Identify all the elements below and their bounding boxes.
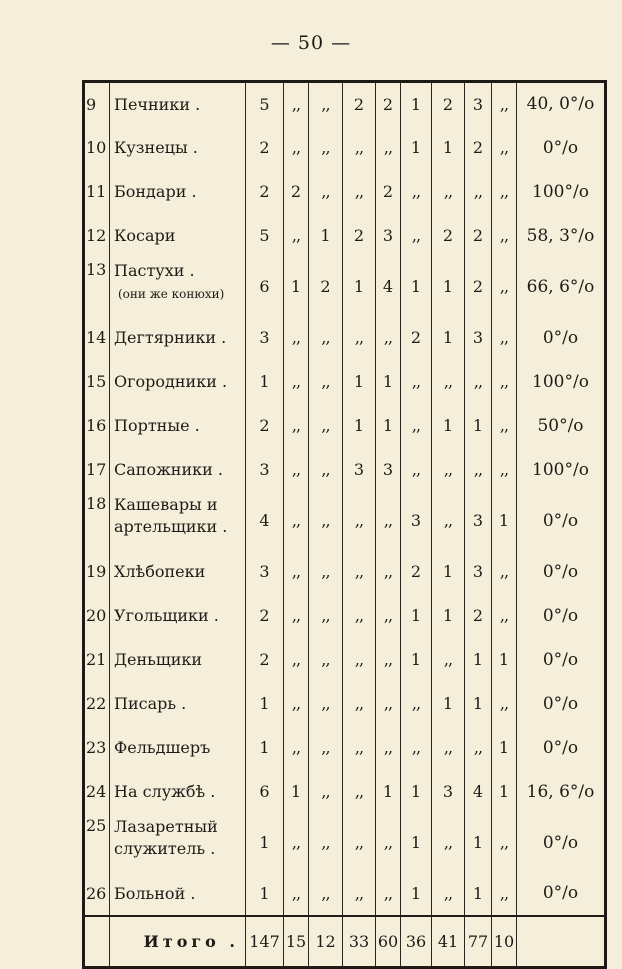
value-cell: ,, bbox=[492, 448, 517, 492]
value-cell: 1 bbox=[465, 682, 492, 726]
percent-cell: 0°/o bbox=[517, 872, 606, 916]
value-cell: 2 bbox=[432, 214, 465, 258]
value-cell: ,, bbox=[432, 170, 465, 214]
occupation-name-cell bbox=[110, 170, 246, 214]
value-cell: 1 bbox=[401, 814, 432, 872]
value-cell: ,, bbox=[284, 404, 309, 448]
total-value-cell: 15 bbox=[284, 916, 309, 968]
value-cell: ,, bbox=[492, 82, 517, 126]
value-cell: 3 bbox=[246, 448, 284, 492]
value-cell: 1 bbox=[465, 814, 492, 872]
value-cell: ,, bbox=[376, 814, 401, 872]
total-value-cell: 41 bbox=[432, 916, 465, 968]
value-cell: ,, bbox=[284, 872, 309, 916]
value-cell: ,, bbox=[284, 594, 309, 638]
occupation-name: Хлѣбопеки bbox=[114, 561, 206, 581]
value-cell: 3 bbox=[465, 492, 492, 550]
value-cell: 1 bbox=[343, 360, 376, 404]
value-cell: 1 bbox=[376, 770, 401, 814]
occupation-name: Портные . bbox=[114, 415, 200, 435]
table-body bbox=[84, 82, 606, 968]
value-cell: 1 bbox=[492, 492, 517, 550]
value-cell: ,, bbox=[465, 726, 492, 770]
value-cell: ,, bbox=[376, 682, 401, 726]
value-cell: ,, bbox=[432, 360, 465, 404]
occupation-name: Фельдшеръ bbox=[114, 737, 211, 757]
value-cell: 2 bbox=[246, 126, 284, 170]
row-number: 18 bbox=[84, 492, 110, 550]
value-cell: ,, bbox=[343, 872, 376, 916]
value-cell: 2 bbox=[376, 82, 401, 126]
value-cell: ,, bbox=[284, 316, 309, 360]
table-row bbox=[84, 126, 606, 170]
row-number: 21 bbox=[84, 638, 110, 682]
value-cell: 2 bbox=[465, 214, 492, 258]
value-cell: 2 bbox=[284, 170, 309, 214]
value-cell: ,, bbox=[376, 726, 401, 770]
value-cell: 1 bbox=[343, 258, 376, 316]
percent-cell: 66, 6°/o bbox=[517, 258, 606, 316]
value-cell: 3 bbox=[343, 448, 376, 492]
value-cell: ,, bbox=[343, 638, 376, 682]
value-cell: ,, bbox=[284, 82, 309, 126]
value-cell: 2 bbox=[465, 258, 492, 316]
value-cell: ,, bbox=[376, 872, 401, 916]
value-cell: 2 bbox=[376, 170, 401, 214]
row-number: 16 bbox=[84, 404, 110, 448]
table-row bbox=[84, 872, 606, 916]
value-cell: 1 bbox=[401, 258, 432, 316]
occupation-note: (они же конюхи) bbox=[118, 286, 225, 301]
row-number: 9 bbox=[84, 82, 110, 126]
value-cell: ,, bbox=[343, 492, 376, 550]
occupation-name: Сапожники . bbox=[114, 459, 223, 479]
row-number: 24 bbox=[84, 770, 110, 814]
value-cell: ,, bbox=[284, 550, 309, 594]
total-value-cell: 77 bbox=[465, 916, 492, 968]
value-cell: ,, bbox=[343, 550, 376, 594]
value-cell: ,, bbox=[432, 726, 465, 770]
page-number: — 50 — bbox=[270, 32, 352, 54]
percent-cell: 0°/o bbox=[517, 594, 606, 638]
value-cell: ,, bbox=[309, 492, 343, 550]
value-cell: ,, bbox=[376, 492, 401, 550]
value-cell: ,, bbox=[401, 682, 432, 726]
value-cell: 3 bbox=[246, 316, 284, 360]
value-cell: ,, bbox=[401, 404, 432, 448]
value-cell: 2 bbox=[246, 170, 284, 214]
value-cell: ,, bbox=[465, 448, 492, 492]
percent-cell: 58, 3°/o bbox=[517, 214, 606, 258]
row-number: 17 bbox=[84, 448, 110, 492]
value-cell: ,, bbox=[432, 638, 465, 682]
percent-cell: 40, 0°/o bbox=[517, 82, 606, 126]
value-cell: 3 bbox=[246, 550, 284, 594]
value-cell: 1 bbox=[492, 770, 517, 814]
table-row bbox=[84, 594, 606, 638]
value-cell: ,, bbox=[284, 126, 309, 170]
value-cell: 1 bbox=[401, 770, 432, 814]
total-value-cell: 60 bbox=[376, 916, 401, 968]
percent-cell: 100°/o bbox=[517, 170, 606, 214]
table-row bbox=[84, 638, 606, 682]
total-value-cell: 12 bbox=[309, 916, 343, 968]
table-row bbox=[84, 770, 606, 814]
occupation-name: Писарь . bbox=[114, 693, 187, 713]
value-cell: ,, bbox=[432, 872, 465, 916]
value-cell: ,, bbox=[309, 448, 343, 492]
value-cell: ,, bbox=[492, 214, 517, 258]
value-cell: 1 bbox=[432, 258, 465, 316]
value-cell: ,, bbox=[309, 594, 343, 638]
value-cell: 2 bbox=[309, 258, 343, 316]
table-row bbox=[84, 682, 606, 726]
value-cell: 2 bbox=[401, 316, 432, 360]
value-cell: ,, bbox=[343, 170, 376, 214]
value-cell: ,, bbox=[284, 726, 309, 770]
total-value-cell: 33 bbox=[343, 916, 376, 968]
value-cell: ,, bbox=[309, 550, 343, 594]
value-cell: 1 bbox=[401, 638, 432, 682]
total-label: Итого . bbox=[110, 916, 246, 968]
value-cell: 4 bbox=[376, 258, 401, 316]
value-cell: ,, bbox=[284, 638, 309, 682]
value-cell: 1 bbox=[432, 126, 465, 170]
occupation-name-cell bbox=[110, 316, 246, 360]
occupation-name-cell bbox=[110, 872, 246, 916]
occupation-name-cell bbox=[110, 594, 246, 638]
value-cell: 3 bbox=[432, 770, 465, 814]
value-cell: ,, bbox=[343, 126, 376, 170]
percent-cell: 0°/o bbox=[517, 682, 606, 726]
row-number: 23 bbox=[84, 726, 110, 770]
percent-cell: 100°/o bbox=[517, 448, 606, 492]
occupation-name-continued: служитель . bbox=[114, 838, 216, 858]
value-cell: 3 bbox=[376, 448, 401, 492]
row-number: 12 bbox=[84, 214, 110, 258]
value-cell: ,, bbox=[309, 638, 343, 682]
value-cell: ,, bbox=[492, 404, 517, 448]
value-cell: 2 bbox=[401, 550, 432, 594]
value-cell: ,, bbox=[309, 126, 343, 170]
occupation-name: Деньщики bbox=[114, 649, 203, 669]
value-cell: ,, bbox=[492, 550, 517, 594]
value-cell: ,, bbox=[401, 170, 432, 214]
percent-cell: 0°/o bbox=[517, 726, 606, 770]
value-cell: 1 bbox=[401, 126, 432, 170]
value-cell: 5 bbox=[246, 214, 284, 258]
value-cell: 3 bbox=[465, 82, 492, 126]
value-cell: 1 bbox=[246, 814, 284, 872]
value-cell: 1 bbox=[432, 404, 465, 448]
value-cell: 2 bbox=[343, 214, 376, 258]
value-cell: ,, bbox=[376, 126, 401, 170]
value-cell: ,, bbox=[309, 726, 343, 770]
value-cell: 2 bbox=[246, 404, 284, 448]
value-cell: 6 bbox=[246, 770, 284, 814]
value-cell: 1 bbox=[401, 82, 432, 126]
value-cell: 1 bbox=[246, 682, 284, 726]
occupation-name-cell bbox=[110, 638, 246, 682]
percent-cell: 0°/o bbox=[517, 126, 606, 170]
occupation-name: Печники . bbox=[114, 95, 201, 114]
row-number: 20 bbox=[84, 594, 110, 638]
value-cell: 1 bbox=[309, 214, 343, 258]
table-row bbox=[84, 550, 606, 594]
occupation-name-cell bbox=[110, 492, 246, 550]
value-cell: ,, bbox=[401, 214, 432, 258]
row-number: 13 bbox=[84, 258, 110, 316]
occupation-name: Пастухи . bbox=[114, 260, 195, 280]
value-cell: ,, bbox=[432, 492, 465, 550]
value-cell: ,, bbox=[465, 170, 492, 214]
value-cell: ,, bbox=[284, 448, 309, 492]
percent-cell: 0°/o bbox=[517, 492, 606, 550]
value-cell: 3 bbox=[465, 316, 492, 360]
row-number: 11 bbox=[84, 170, 110, 214]
value-cell: ,, bbox=[284, 360, 309, 404]
occupation-name: Бондари . bbox=[114, 181, 197, 201]
value-cell: ,, bbox=[309, 170, 343, 214]
percent-cell: 0°/o bbox=[517, 550, 606, 594]
value-cell: ,, bbox=[465, 360, 492, 404]
value-cell: 1 bbox=[401, 594, 432, 638]
value-cell: 2 bbox=[465, 126, 492, 170]
value-cell: ,, bbox=[343, 726, 376, 770]
value-cell: ,, bbox=[376, 594, 401, 638]
table-row bbox=[84, 170, 606, 214]
table-row bbox=[84, 360, 606, 404]
row-number: 19 bbox=[84, 550, 110, 594]
value-cell: ,, bbox=[492, 316, 517, 360]
row-number: 14 bbox=[84, 316, 110, 360]
value-cell: 3 bbox=[401, 492, 432, 550]
value-cell: ,, bbox=[343, 594, 376, 638]
percent-cell: 16, 6°/o bbox=[517, 770, 606, 814]
row-number: 26 bbox=[84, 872, 110, 916]
value-cell: 2 bbox=[432, 82, 465, 126]
value-cell: ,, bbox=[309, 82, 343, 126]
occupation-name-cell bbox=[110, 448, 246, 492]
occupation-name: На службѣ . bbox=[114, 781, 216, 801]
occupation-name: Огородники . bbox=[114, 371, 228, 391]
value-cell: ,, bbox=[309, 682, 343, 726]
value-cell: 1 bbox=[376, 404, 401, 448]
value-cell: ,, bbox=[309, 770, 343, 814]
value-cell: 6 bbox=[246, 258, 284, 316]
table-row bbox=[84, 258, 606, 316]
value-cell: ,, bbox=[492, 594, 517, 638]
value-cell: ,, bbox=[343, 814, 376, 872]
occupation-name-cell bbox=[110, 814, 246, 872]
occupation-name-continued: артельщики . bbox=[114, 516, 228, 536]
value-cell: ,, bbox=[492, 682, 517, 726]
occupation-name-cell bbox=[110, 82, 246, 126]
row-number: 22 bbox=[84, 682, 110, 726]
occupation-name: Больной . bbox=[114, 883, 196, 903]
row-number: 15 bbox=[84, 360, 110, 404]
value-cell: ,, bbox=[492, 170, 517, 214]
occupation-name: Кашевары и bbox=[114, 494, 218, 514]
percent-cell: 100°/o bbox=[517, 360, 606, 404]
percent-cell: 50°/o bbox=[517, 404, 606, 448]
percent-cell: 0°/o bbox=[517, 814, 606, 872]
occupation-name-cell bbox=[110, 258, 246, 316]
value-cell: 4 bbox=[465, 770, 492, 814]
value-cell: 1 bbox=[465, 404, 492, 448]
value-cell: ,, bbox=[492, 872, 517, 916]
occupation-name: Угольщики . bbox=[114, 605, 219, 625]
table-row bbox=[84, 448, 606, 492]
value-cell: 1 bbox=[401, 872, 432, 916]
value-cell: ,, bbox=[492, 126, 517, 170]
occupation-name-cell bbox=[110, 550, 246, 594]
value-cell: ,, bbox=[309, 316, 343, 360]
value-cell: ,, bbox=[284, 492, 309, 550]
value-cell: 1 bbox=[284, 258, 309, 316]
occupation-name-cell bbox=[110, 214, 246, 258]
value-cell: ,, bbox=[376, 550, 401, 594]
value-cell: 1 bbox=[343, 404, 376, 448]
row-number: 25 bbox=[84, 814, 110, 872]
value-cell: 1 bbox=[432, 550, 465, 594]
occupation-name-cell bbox=[110, 682, 246, 726]
value-cell: 1 bbox=[492, 726, 517, 770]
occupation-name-cell bbox=[110, 404, 246, 448]
occupation-name-cell bbox=[110, 126, 246, 170]
occupation-name-cell bbox=[110, 770, 246, 814]
table-row bbox=[84, 404, 606, 448]
table-row bbox=[84, 316, 606, 360]
value-cell: 2 bbox=[465, 594, 492, 638]
value-cell: ,, bbox=[492, 360, 517, 404]
value-cell: ,, bbox=[309, 360, 343, 404]
value-cell: ,, bbox=[401, 726, 432, 770]
value-cell: ,, bbox=[343, 682, 376, 726]
occupation-name-cell bbox=[110, 360, 246, 404]
value-cell: 1 bbox=[432, 316, 465, 360]
value-cell: ,, bbox=[309, 404, 343, 448]
value-cell: 5 bbox=[246, 82, 284, 126]
value-cell: ,, bbox=[343, 316, 376, 360]
total-value-cell: 147 bbox=[246, 916, 284, 968]
value-cell: ,, bbox=[309, 872, 343, 916]
total-value-cell: 36 bbox=[401, 916, 432, 968]
value-cell: ,, bbox=[376, 638, 401, 682]
value-cell: ,, bbox=[284, 214, 309, 258]
value-cell: 1 bbox=[432, 594, 465, 638]
value-cell: ,, bbox=[401, 448, 432, 492]
occupation-name: Лазаретный bbox=[114, 816, 218, 836]
value-cell: ,, bbox=[401, 360, 432, 404]
percent-cell: 0°/o bbox=[517, 638, 606, 682]
occupation-table-container bbox=[82, 80, 607, 969]
value-cell: 2 bbox=[343, 82, 376, 126]
total-value-cell: 10 bbox=[492, 916, 517, 968]
value-cell: ,, bbox=[343, 770, 376, 814]
occupation-name: Дегтярники . bbox=[114, 327, 227, 347]
value-cell: ,, bbox=[492, 814, 517, 872]
value-cell: 1 bbox=[246, 872, 284, 916]
value-cell: ,, bbox=[432, 448, 465, 492]
table-row bbox=[84, 82, 606, 126]
value-cell: ,, bbox=[492, 258, 517, 316]
value-cell: 1 bbox=[376, 360, 401, 404]
value-cell: 2 bbox=[246, 638, 284, 682]
value-cell: 1 bbox=[465, 638, 492, 682]
value-cell: 2 bbox=[246, 594, 284, 638]
value-cell: ,, bbox=[284, 682, 309, 726]
value-cell: 1 bbox=[432, 682, 465, 726]
occupation-name-cell bbox=[110, 726, 246, 770]
table-row bbox=[84, 726, 606, 770]
occupation-name: Кузнецы . bbox=[114, 137, 198, 157]
value-cell: 1 bbox=[246, 360, 284, 404]
percent-cell: 0°/o bbox=[517, 316, 606, 360]
value-cell: ,, bbox=[376, 316, 401, 360]
value-cell: 3 bbox=[465, 550, 492, 594]
value-cell: 1 bbox=[246, 726, 284, 770]
value-cell: 1 bbox=[465, 872, 492, 916]
occupation-name: Косари bbox=[114, 225, 176, 245]
table-row bbox=[84, 214, 606, 258]
occupation-table bbox=[82, 80, 607, 969]
value-cell: 1 bbox=[284, 770, 309, 814]
table-row bbox=[84, 492, 606, 550]
value-cell: ,, bbox=[284, 814, 309, 872]
value-cell: 1 bbox=[492, 638, 517, 682]
value-cell: ,, bbox=[432, 814, 465, 872]
value-cell: 4 bbox=[246, 492, 284, 550]
value-cell: ,, bbox=[309, 814, 343, 872]
row-number: 10 bbox=[84, 126, 110, 170]
value-cell: 3 bbox=[376, 214, 401, 258]
table-row bbox=[84, 814, 606, 872]
